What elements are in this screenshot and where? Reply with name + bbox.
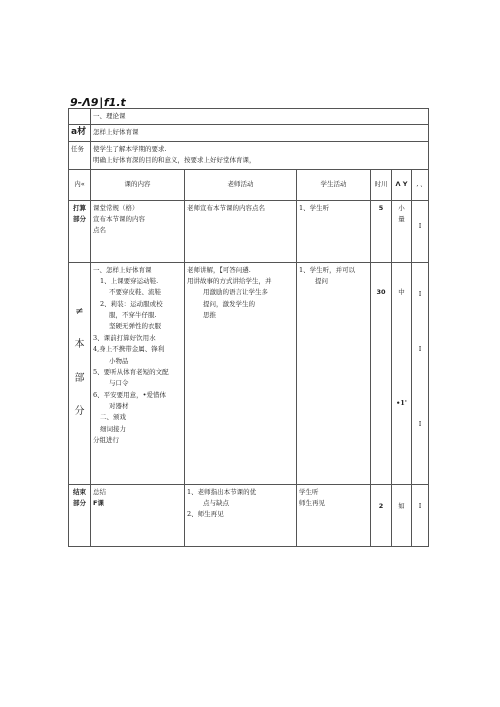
section-label-main: [69, 262, 91, 484]
section-main-content: [91, 262, 185, 484]
mark: I: [418, 289, 422, 298]
lesson-plan-table: [68, 108, 429, 547]
section-end-mark: [412, 484, 429, 546]
mark: I: [418, 344, 422, 353]
section-end-time: [371, 484, 392, 546]
section-prep-row: [69, 200, 429, 262]
content-line: 一、怎样上好体育课: [93, 265, 152, 274]
content-line: 细词接力: [100, 424, 126, 433]
intro-row-1: [69, 109, 429, 125]
label-char: 部: [74, 372, 85, 384]
col-header-content: 课的内容: [91, 169, 185, 200]
teacher-line: 老师讲解，【可答问遴.: [187, 265, 251, 274]
page-heading: 9-Λ9∣f1.t: [70, 96, 126, 109]
intro-row-2: [69, 125, 429, 141]
col-header-teacher: 老师活动: [185, 169, 297, 200]
content-line: 4,身上不携带金属、锋利: [93, 345, 165, 354]
teacher-line: 2、师生再见: [187, 510, 224, 519]
intro-label-2: a材: [69, 125, 91, 141]
section-main-mark: [412, 262, 429, 484]
section-end-density: [392, 484, 412, 546]
content-line: 课堂常规（格）: [93, 203, 139, 212]
mark: I: [418, 501, 422, 510]
content-line: 不要穿皮鞋、流鞋: [109, 288, 161, 297]
section-prep-content: [91, 200, 185, 262]
col-header-density: Λ Y: [392, 169, 412, 200]
intro-row-3: [69, 141, 429, 169]
teacher-line: 1、老师指出本节课的优: [187, 487, 257, 496]
lesson-plan-sheet: [68, 108, 428, 547]
content-line: 坚硬无弹性的衣服: [109, 322, 161, 331]
student-line: 师生再见: [299, 498, 325, 507]
section-label-end: 结束部分: [69, 484, 91, 546]
intro-text-2: 怎样上好体育课: [91, 125, 429, 141]
density-symbol: 量: [398, 214, 405, 223]
section-main-teacher: [185, 262, 297, 484]
section-prep-density: [392, 200, 412, 262]
mark: I: [418, 221, 422, 230]
section-main-time: [371, 262, 392, 484]
label-char: ≠: [75, 305, 84, 317]
density-value: 小: [398, 203, 405, 212]
section-prep-mark: [412, 200, 429, 262]
section-main-density: [392, 262, 412, 484]
section-end-row: [69, 484, 429, 546]
content-line: 小物品: [109, 356, 129, 365]
content-line: 宣布本节课的内容: [93, 214, 145, 223]
student-line: 提问: [315, 276, 328, 285]
content-line: 总结: [93, 487, 106, 496]
content-line: F课: [93, 498, 104, 507]
teacher-line: 用讲故事的方式讲给学生，并: [187, 276, 272, 285]
teacher-line: 提问，激发学生的: [203, 299, 255, 308]
section-prep-time: 5: [371, 200, 392, 262]
col-header-time: 时川: [371, 169, 392, 200]
label-char: 分: [74, 406, 85, 417]
section-main-row: [69, 262, 429, 484]
content-line: 6、平安要用意，•爱惜体: [93, 390, 166, 399]
section-main-student: [297, 262, 371, 484]
intro-line: 使学生了解本学期的要求.: [93, 144, 167, 153]
content-line: 3、课前打算好饮用水: [93, 333, 156, 342]
section-end-teacher: [185, 484, 297, 546]
content-line: 与口令: [109, 379, 129, 388]
intro-line: 明确上好体育深的目的和意义，按要求上好好堂体育课，: [93, 156, 256, 165]
teacher-line: 用激励的语言让学生多: [203, 288, 268, 297]
col-header-mark: , ､: [412, 169, 429, 200]
header-row: [69, 169, 429, 200]
teacher-line: 点与缺点: [203, 498, 229, 507]
content-line: 二、颁戏: [100, 413, 126, 422]
section-label-prep: 打算部分: [69, 200, 91, 262]
intro-text-3: [91, 141, 429, 169]
intro-text-1: 一、理论课: [91, 109, 429, 125]
student-line: 1、学生听，并可以: [299, 265, 356, 274]
col-header-student: 学生活动: [297, 169, 371, 200]
label-char: 本: [74, 339, 85, 350]
content-line: 分组进行: [93, 436, 119, 445]
section-prep-student: 1、学生听: [297, 200, 371, 262]
density-value: 中: [398, 287, 405, 296]
content-line: 对器材: [109, 402, 129, 410]
content-line: 服，不穿牛仔服.: [109, 311, 157, 319]
teacher-line: 思推: [203, 311, 216, 319]
content-line: 2、莉装：运动服或校: [100, 299, 163, 308]
mark: •1': [396, 398, 407, 407]
time-value: 2: [378, 501, 384, 510]
content-line: 1、上课要穿运动鞋.: [100, 276, 159, 285]
density-value: 如: [398, 501, 405, 510]
time-value: 30: [376, 287, 386, 296]
intro-label-3: 任务: [69, 141, 91, 169]
content-line: 点名: [93, 226, 106, 235]
mark: I: [418, 420, 422, 429]
col-header-section: 内«: [69, 169, 91, 200]
section-end-student: [297, 484, 371, 546]
content-line: 5、要听从体育老短的文配: [93, 367, 169, 376]
section-end-content: [91, 484, 185, 546]
student-line: 学生听: [299, 487, 319, 496]
section-prep-teacher: 老师宣布本节课的内容点名: [185, 200, 297, 262]
